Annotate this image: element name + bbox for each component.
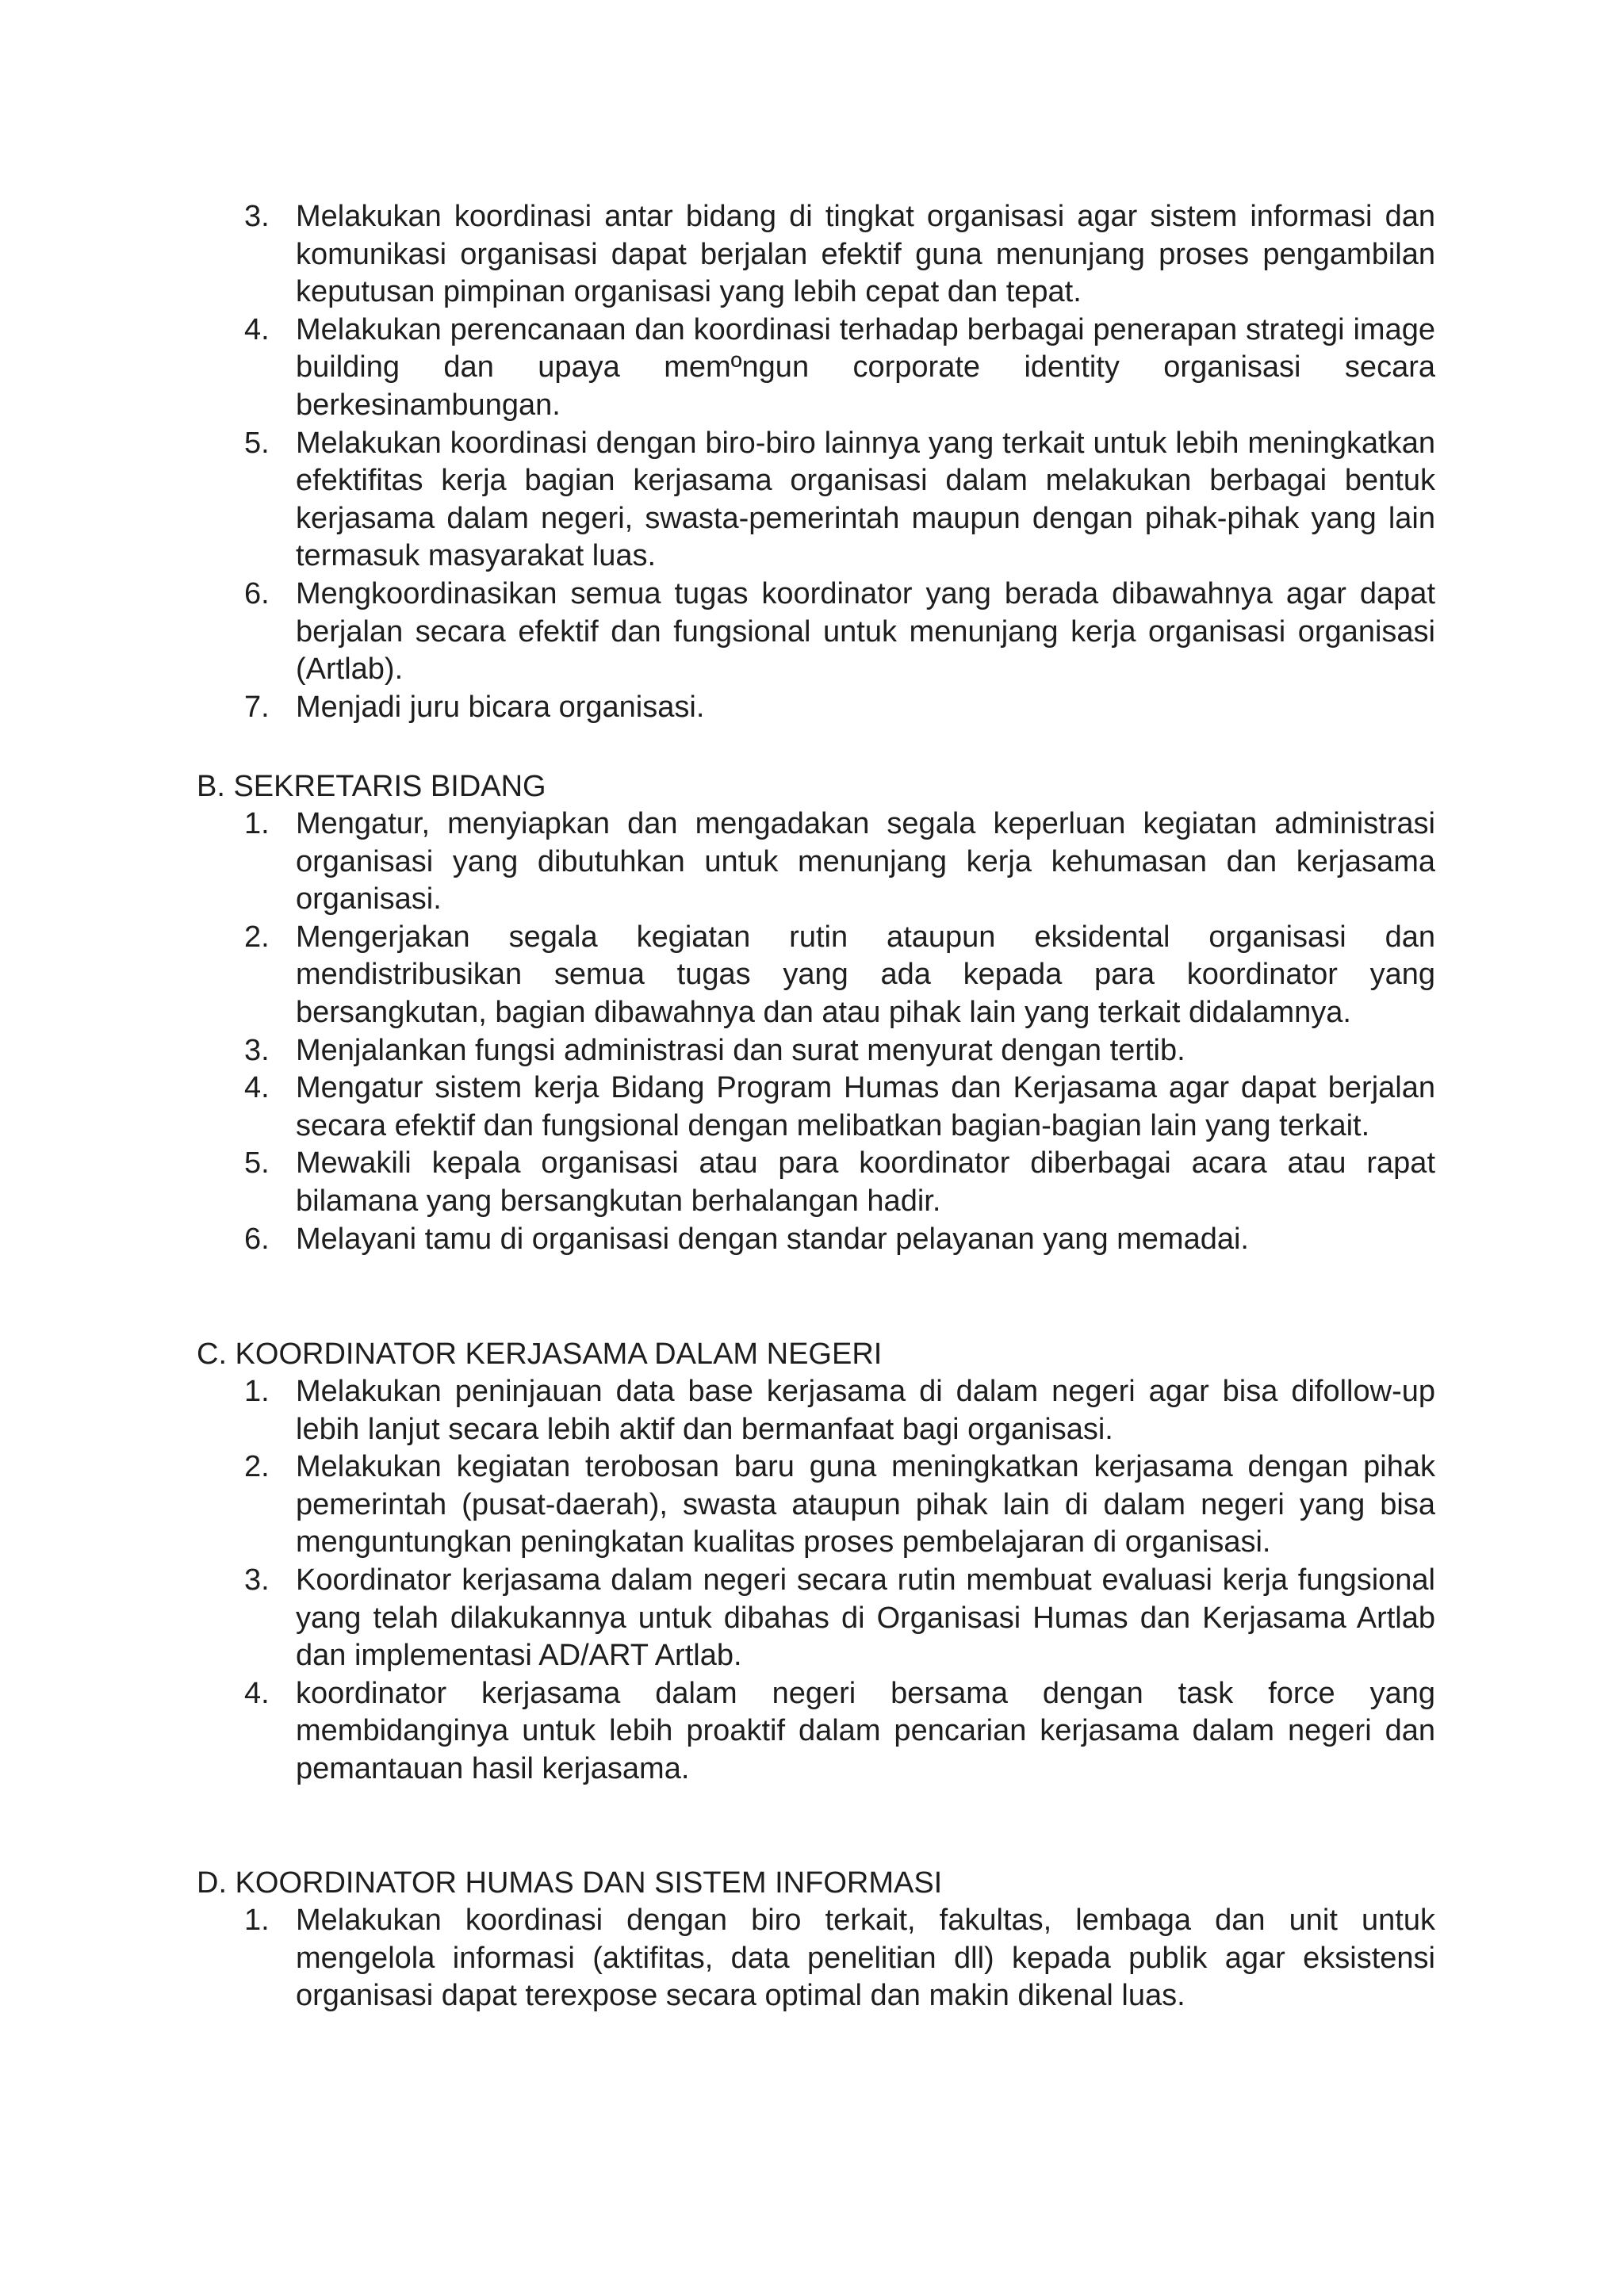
list-item	[197, 1145, 1435, 1220]
list-item	[197, 198, 1435, 312]
list-item	[197, 425, 1435, 576]
list-item	[197, 1221, 1435, 1259]
item-text: Mengatur, menyiapkan dan mengadakan segala keperluan kegiatan administrasi organisasi yang dibutuhkan untuk menunjang kerja kehumasan dan kerjasama organisasi.	[296, 807, 1435, 916]
item-number: 1.	[244, 807, 270, 840]
item-number: 4.	[244, 312, 270, 346]
item-text: Mengerjakan segala kegiatan rutin ataupun eksidental organisasi dan mendistribusikan semua tugas yang ada kepada para koordinator yang bersangkutan, bagian dibawahnya dan atau pihak lain yang terkait didalamnya.	[296, 920, 1435, 1029]
item-text: Menjadi juru bicara organisasi.	[296, 690, 705, 724]
list-item	[197, 312, 1435, 425]
list-item	[197, 806, 1435, 919]
list-item	[197, 689, 1435, 727]
list-item	[197, 1562, 1435, 1675]
list-item	[197, 1902, 1435, 2015]
item-text: Melakukan perencanaan dan koordinasi terhadap berbagai penerapan strategi image building dan upaya memºngun corporate identity organisasi secara berkesinambungan.	[296, 312, 1435, 422]
section-d-list	[197, 1902, 1435, 2015]
section-b	[197, 767, 1435, 1258]
item-text: Mengkoordinasikan semua tugas koordinator yang berada dibawahnya agar dapat berjalan secara efektif dan fungsional untuk menunjang kerja organisasi organisasi (Artlab).	[296, 576, 1435, 687]
item-number: 5.	[244, 426, 270, 460]
item-number: 3.	[244, 200, 270, 233]
list-item	[197, 1675, 1435, 1789]
item-number: 4.	[244, 1071, 270, 1105]
item-text: Mengatur sistem kerja Bidang Program Humas dan Kerjasama agar dapat berjalan secara efektif dan fungsional dengan melibatkan bagian-bagian lain yang terkait.	[296, 1071, 1435, 1142]
section-a-continuation	[197, 198, 1435, 726]
item-text: Menjalankan fungsi administrasi dan surat menyurat dengan tertib.	[296, 1033, 1185, 1067]
item-text: Melakukan peninjauan data base kerjasama di dalam negeri agar bisa difollow-up lebih lanjut secara lebih aktif dan bermanfaat bagi organisasi.	[296, 1375, 1435, 1446]
item-number: 1.	[244, 1375, 270, 1408]
item-number: 4.	[244, 1676, 270, 1710]
item-text: Melakukan kegiatan terobosan baru guna meningkatkan kerjasama dengan pihak pemerintah (pusat-daerah), swasta ataupun pihak lain di dalam negeri yang bisa menguntungkan peningkatan kualitas proses pembelajaran di organisasi.	[296, 1450, 1435, 1559]
section-heading-b: B. SEKRETARIS BIDANG	[197, 770, 546, 803]
item-number: 3.	[244, 1033, 270, 1067]
section-c-list	[197, 1373, 1435, 1789]
list-item	[197, 1373, 1435, 1448]
item-text: Melakukan koordinasi antar bidang di tingkat organisasi agar sistem informasi dan komunikasi organisasi dapat berjalan efektif guna menunjang proses pengambilan keputusan pimpinan organisasi yang lebih cepat dan tepat.	[296, 200, 1435, 309]
list-item	[197, 1032, 1435, 1070]
section-b-list	[197, 806, 1435, 1258]
item-text: Mewakili kepala organisasi atau para koordinator diberbagai acara atau rapat bilamana yang bersangkutan berhalangan hadir.	[296, 1146, 1435, 1218]
item-number: 5.	[244, 1146, 270, 1181]
section-d	[197, 1864, 1435, 2015]
section-a-list	[197, 198, 1435, 726]
item-number: 2.	[244, 920, 270, 954]
item-number: 2.	[244, 1450, 270, 1484]
section-heading-d: D. KOORDINATOR HUMAS DAN SISTEM INFORMASI	[197, 1866, 943, 1900]
list-item	[197, 1070, 1435, 1145]
section-c	[197, 1335, 1435, 1789]
list-item	[197, 1448, 1435, 1562]
list-item	[197, 576, 1435, 689]
item-number: 6.	[244, 1222, 270, 1256]
section-heading-c: C. KOORDINATOR KERJASAMA DALAM NEGERI	[197, 1337, 883, 1371]
item-number: 6.	[244, 576, 270, 610]
item-number: 7.	[244, 690, 270, 724]
item-text: Melayani tamu di organisasi dengan standar pelayanan yang memadai.	[296, 1222, 1249, 1256]
item-text: koordinator kerjasama dalam negeri bersama dengan task force yang membidanginya untuk lebih proaktif dalam pencarian kerjasama dalam negeri dan pemantauan hasil kerjasama.	[296, 1676, 1435, 1785]
item-text: Koordinator kerjasama dalam negeri secara rutin membuat evaluasi kerja fungsional yang telah dilakukannya untuk dibahas di Organisasi Humas dan Kerjasama Artlab dan implementasi AD/ART Artlab.	[296, 1563, 1435, 1673]
item-text: Melakukan koordinasi dengan biro terkait, fakultas, lembaga dan unit untuk mengelola informasi (aktifitas, data penelitian dll) kepada publik agar eksistensi organisasi dapat terexpose secara optimal dan makin dikenal luas.	[296, 1904, 1435, 2013]
item-number: 1.	[244, 1904, 270, 1937]
item-number: 3.	[244, 1563, 270, 1597]
item-text: Melakukan koordinasi dengan biro-biro lainnya yang terkait untuk lebih meningkatkan efektifitas kerja bagian kerjasama organisasi dalam melakukan berbagai bentuk kerjasama dalam negeri, swasta-pemerintah maupun dengan pihak-pihak yang lain termasuk masyarakat luas.	[296, 426, 1435, 573]
list-item	[197, 919, 1435, 1032]
